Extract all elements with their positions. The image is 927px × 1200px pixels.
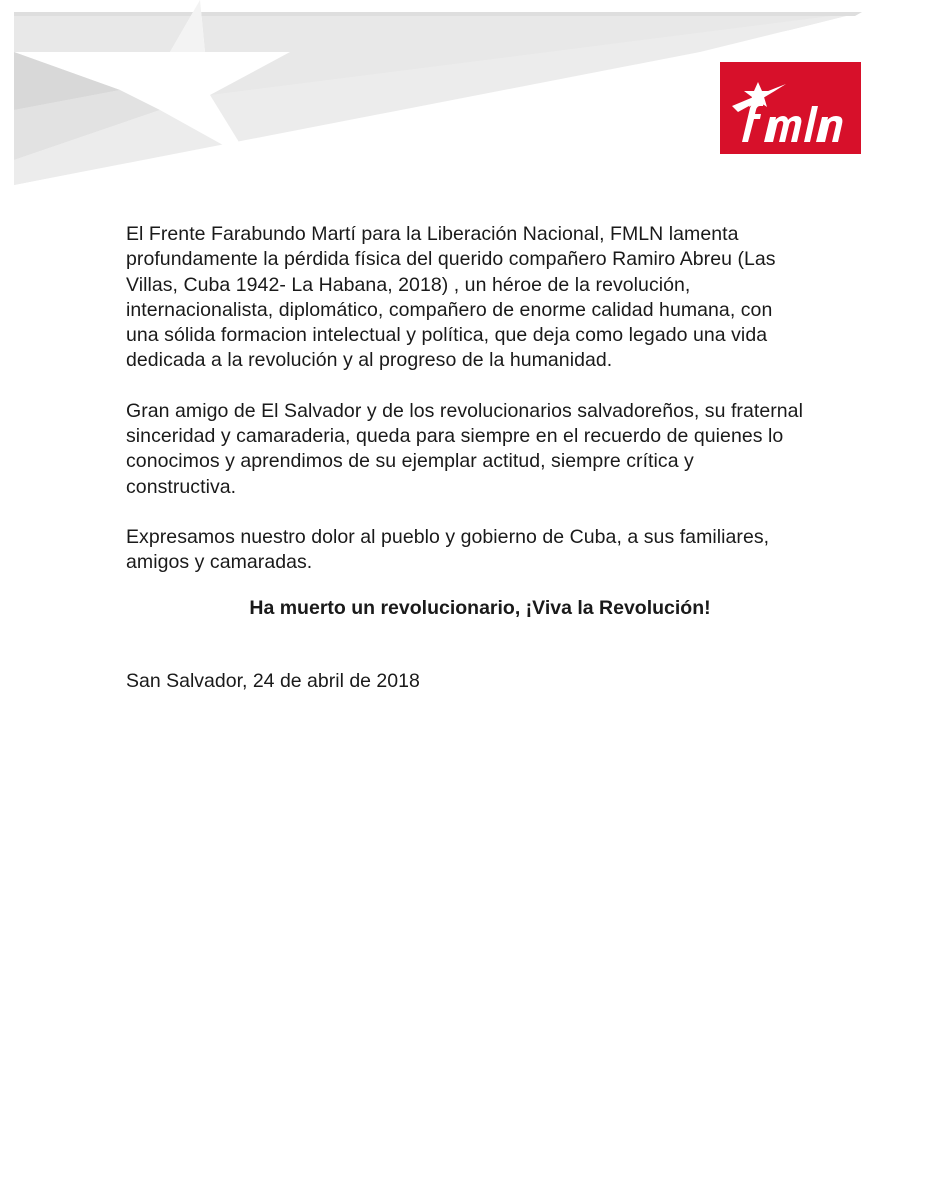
letter-body xyxy=(126,222,806,694)
paragraph-3: Expresamos nuestro dolor al pueblo y gobierno de Cuba, a sus familiares, amigos y camaradas. xyxy=(126,525,770,574)
slogan: Ha muerto un revolucionario, ¡Viva la Revolución! xyxy=(249,596,711,619)
paragraph-2: Gran amigo de El Salvador y de los revolucionarios salvadoreños, su fraternal sinceridad y camaraderia, queda para siempre en el recuerdo de quienes lo conocimos y aprendimos de su ejemplar actitud, siempre crítica y constructiva. xyxy=(126,399,803,498)
dateline: San Salvador, 24 de abril de 2018 xyxy=(126,669,420,692)
paragraph-1: El Frente Farabundo Martí para la Liberación Nacional, FMLN lamenta profundamente la pérdida física del querido compañero Ramiro Abreu (Las Villas, Cuba 1942- La Habana, 2018) , un héroe de la revolución, internacionalista, diplomático, compañero de enorme calidad humana, con una sólida formacion intelectual y política, que deja como legado una vida dedicada a la revolución y al progreso de la humanidad. xyxy=(126,223,776,372)
fmln-logo-mark xyxy=(720,62,861,154)
fmln-logo xyxy=(720,62,861,154)
banner-top-edge xyxy=(14,12,862,16)
